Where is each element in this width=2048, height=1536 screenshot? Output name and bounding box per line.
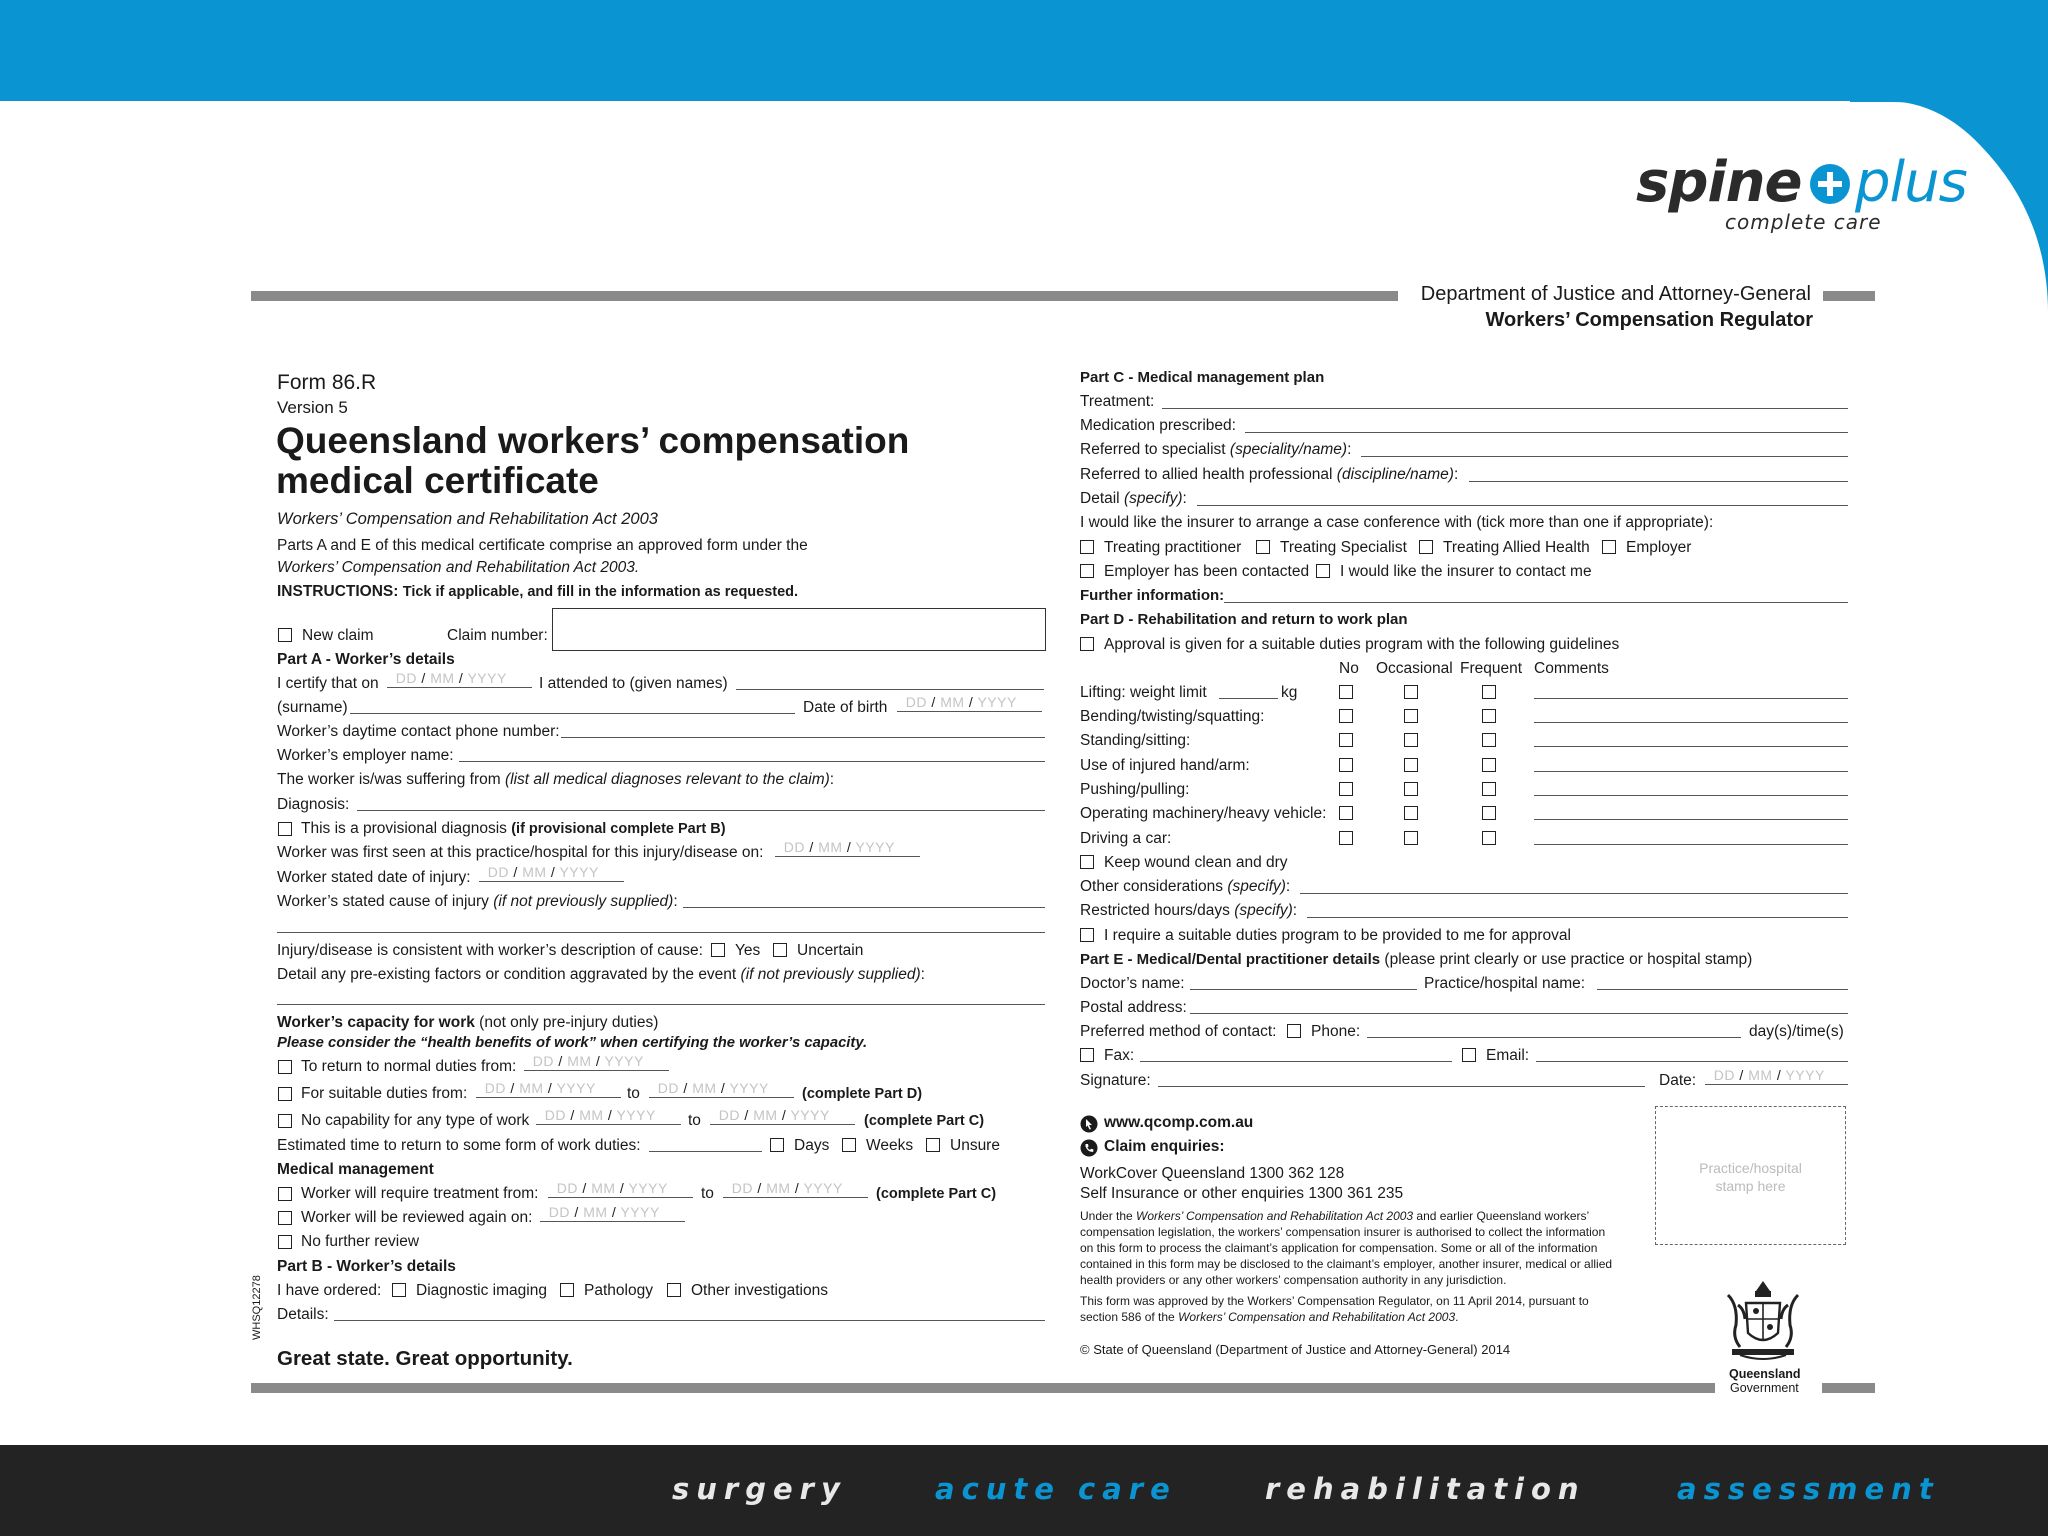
attended-label: I attended to (given names) bbox=[539, 675, 728, 692]
first-seen-date-field[interactable]: DD / MM / YYYY bbox=[775, 839, 920, 857]
header-rule-left bbox=[251, 291, 1398, 301]
allied-label: Referred to allied health professional (discipline/name): bbox=[1080, 466, 1459, 483]
suitable-duties-label: For suitable duties from: bbox=[301, 1085, 468, 1102]
part-d-occasional-checkbox[interactable] bbox=[1404, 709, 1418, 723]
no-capability-label: No capability for any type of work bbox=[301, 1112, 530, 1129]
reviewed-checkbox[interactable] bbox=[278, 1211, 292, 1225]
treatment-from-label: Worker will require treatment from: bbox=[301, 1185, 539, 1202]
part-d-occasional-checkbox[interactable] bbox=[1404, 806, 1418, 820]
employer-contacted-label: Employer has been contacted bbox=[1104, 563, 1310, 580]
consistent-label: Injury/disease is consistent with worker’s description of cause: bbox=[277, 942, 703, 959]
form-parts-line-1: Parts A and E of this medical certificate comprise an approved form under the bbox=[277, 537, 808, 554]
part-d-no-checkbox[interactable] bbox=[1339, 685, 1353, 699]
medication-label: Medication prescribed: bbox=[1080, 417, 1236, 434]
qld-government-text-1: Queensland bbox=[1729, 1367, 1801, 1381]
complete-part-c-note: (complete Part C) bbox=[864, 1113, 985, 1129]
detail-label: Detail (specify): bbox=[1080, 490, 1187, 507]
treatment-from-date-field[interactable]: DD / MM / YYYY bbox=[548, 1180, 693, 1198]
part-d-no-checkbox[interactable] bbox=[1339, 782, 1353, 796]
diagnosis-field[interactable] bbox=[357, 810, 1045, 811]
signature-label: Signature: bbox=[1080, 1072, 1151, 1089]
logo-tagline: complete care bbox=[1725, 210, 1882, 234]
suitable-to-date-field[interactable]: DD / MM / YYYY bbox=[649, 1080, 794, 1098]
restricted-label: Restricted hours/days (specify): bbox=[1080, 902, 1298, 919]
part-d-comments-field[interactable] bbox=[1534, 844, 1848, 845]
fax-label: Fax: bbox=[1104, 1047, 1135, 1064]
logo-brand-spine: spine bbox=[1636, 150, 1802, 215]
practice-name-label: Practice/hospital name: bbox=[1424, 975, 1586, 992]
weight-limit-field[interactable] bbox=[1219, 698, 1278, 699]
daytime-label: day(s)/time(s) bbox=[1749, 1023, 1844, 1040]
part-d-row-label: Bending/twisting/squatting: bbox=[1080, 708, 1265, 725]
logo-cross-icon bbox=[1810, 164, 1850, 204]
conference-employer-label: Employer bbox=[1626, 539, 1692, 556]
form-side-code: WHSQ12278 bbox=[251, 1275, 263, 1340]
part-d-occasional-checkbox[interactable] bbox=[1404, 782, 1418, 796]
provisional-label: This is a provisional diagnosis (if provisional complete Part B) bbox=[301, 820, 726, 837]
other-considerations-field[interactable] bbox=[1300, 893, 1848, 894]
col-occasional: Occasional bbox=[1376, 660, 1453, 677]
specialist-label: Referred to specialist (speciality/name): bbox=[1080, 441, 1352, 458]
copyright: © State of Queensland (Department of Justice and Attorney-General) 2014 bbox=[1080, 1342, 1511, 1357]
postal-address-label: Postal address: bbox=[1080, 999, 1187, 1016]
unsure-checkbox[interactable] bbox=[926, 1138, 940, 1152]
cause-field[interactable] bbox=[683, 907, 1045, 908]
diagnostic-imaging-checkbox[interactable] bbox=[392, 1283, 406, 1297]
diagnosis-label: Diagnosis: bbox=[277, 796, 350, 813]
no-further-review-checkbox[interactable] bbox=[278, 1235, 292, 1249]
approval-checkbox[interactable] bbox=[1080, 637, 1094, 651]
approval-label: Approval is given for a suitable duties program with the following guidelines bbox=[1104, 636, 1620, 653]
normal-duties-date-field[interactable]: DD / MM / YYYY bbox=[524, 1053, 669, 1071]
no-capability-from-date-field[interactable]: DD / MM / YYYY bbox=[536, 1107, 681, 1125]
department-name: Department of Justice and Attorney-General bbox=[1420, 283, 1811, 305]
restricted-field[interactable] bbox=[1307, 917, 1848, 918]
part-d-comments-field[interactable] bbox=[1534, 722, 1848, 723]
queensland-crest-icon bbox=[1718, 1275, 1808, 1365]
part-d-occasional-checkbox[interactable] bbox=[1404, 685, 1418, 699]
doctor-name-label: Doctor’s name: bbox=[1080, 975, 1185, 992]
medication-field[interactable] bbox=[1245, 432, 1848, 433]
pathology-checkbox[interactable] bbox=[560, 1283, 574, 1297]
footer-rule-right bbox=[1822, 1383, 1875, 1393]
given-names-field[interactable] bbox=[736, 689, 1044, 690]
part-d-row-label: Driving a car: bbox=[1080, 830, 1172, 847]
employer-field[interactable] bbox=[459, 761, 1045, 762]
new-claim-label: New claim bbox=[302, 627, 374, 644]
surname-label: (surname) bbox=[277, 699, 348, 716]
header-rule-right bbox=[1823, 291, 1875, 301]
normal-duties-checkbox[interactable] bbox=[278, 1060, 292, 1074]
days-label: Days bbox=[794, 1137, 830, 1154]
further-info-field[interactable] bbox=[1224, 602, 1848, 603]
capacity-instruction: Please consider the “health benefits of work” when certifying the worker’s capacity. bbox=[277, 1035, 868, 1051]
part-d-comments-field[interactable] bbox=[1534, 771, 1848, 772]
fax-checkbox[interactable] bbox=[1080, 1048, 1094, 1062]
certify-date-field[interactable]: DD / MM / YYYY bbox=[387, 670, 532, 688]
website-icon bbox=[1080, 1115, 1098, 1133]
part-d-no-checkbox[interactable] bbox=[1339, 733, 1353, 747]
part-d-frequent-checkbox[interactable] bbox=[1482, 758, 1496, 772]
treating-practitioner-label: Treating practitioner bbox=[1104, 539, 1242, 556]
form-title-line-1: Queensland workers’ compensation bbox=[276, 420, 910, 461]
estimated-label: Estimated time to return to some form of work duties: bbox=[277, 1137, 641, 1154]
part-d-comments-field[interactable] bbox=[1534, 795, 1848, 796]
part-d-comments-field[interactable] bbox=[1534, 819, 1848, 820]
form-parts-line-2: Workers’ Compensation and Rehabilitation Act 2003. bbox=[277, 559, 640, 576]
phone-field[interactable] bbox=[561, 737, 1045, 738]
contact-phone-label: Phone: bbox=[1311, 1023, 1361, 1040]
practice-name-field[interactable] bbox=[1597, 989, 1848, 990]
treatment-checkbox[interactable] bbox=[278, 1187, 292, 1201]
reviewed-date-field[interactable]: DD / MM / YYYY bbox=[540, 1204, 685, 1222]
phone-icon bbox=[1080, 1139, 1098, 1157]
logo-brand-plus: plus bbox=[1855, 150, 1967, 215]
complete-part-d-note: (complete Part D) bbox=[802, 1086, 923, 1102]
top-banner bbox=[0, 0, 2048, 101]
first-seen-label: Worker was first seen at this practice/hospital for this injury/disease on: bbox=[277, 844, 764, 861]
claim-enquiries-label: Claim enquiries: bbox=[1104, 1138, 1225, 1155]
footer-service-3: assessment bbox=[1677, 1472, 1940, 1506]
part-d-frequent-checkbox[interactable] bbox=[1482, 782, 1496, 796]
preferred-contact-label: Preferred method of contact: bbox=[1080, 1023, 1277, 1040]
reviewed-label: Worker will be reviewed again on: bbox=[301, 1209, 533, 1226]
col-frequent: Frequent bbox=[1460, 660, 1523, 677]
no-capability-checkbox[interactable] bbox=[278, 1114, 292, 1128]
postal-address-field[interactable] bbox=[1190, 1013, 1848, 1014]
days-checkbox[interactable] bbox=[770, 1138, 784, 1152]
fax-field[interactable] bbox=[1140, 1061, 1452, 1062]
part-b-heading: Part B - Worker’s details bbox=[277, 1258, 456, 1275]
part-d-no-checkbox[interactable] bbox=[1339, 806, 1353, 820]
suitable-from-date-field[interactable]: DD / MM / YYYY bbox=[476, 1080, 621, 1098]
ordered-label: I have ordered: bbox=[277, 1282, 382, 1299]
suitable-to-label: to bbox=[627, 1085, 640, 1102]
normal-duties-label: To return to normal duties from: bbox=[301, 1058, 517, 1075]
dob-field[interactable]: DD / MM / YYYY bbox=[897, 694, 1042, 712]
new-claim-checkbox[interactable] bbox=[278, 628, 292, 642]
require-program-label: I require a suitable duties program to be provided to me for approval bbox=[1104, 927, 1571, 944]
allied-field[interactable] bbox=[1469, 481, 1848, 482]
treatment-complete-part-c-note: (complete Part C) bbox=[876, 1186, 997, 1202]
part-d-comments-field[interactable] bbox=[1534, 746, 1848, 747]
consistent-uncertain-label: Uncertain bbox=[797, 942, 864, 959]
contact-phone-field[interactable] bbox=[1367, 1037, 1741, 1038]
estimated-field[interactable] bbox=[649, 1151, 762, 1152]
cause-label: Worker’s stated cause of injury (if not previously supplied): bbox=[277, 893, 678, 910]
consistent-yes-label: Yes bbox=[735, 942, 761, 959]
email-field[interactable] bbox=[1536, 1061, 1848, 1062]
part-d-row-label: Standing/sitting: bbox=[1080, 732, 1191, 749]
weeks-checkbox[interactable] bbox=[842, 1138, 856, 1152]
dob-label: Date of birth bbox=[803, 699, 888, 716]
claim-number-label: Claim number: bbox=[447, 627, 548, 644]
part-c-heading: Part C - Medical management plan bbox=[1080, 369, 1325, 386]
injury-date-field[interactable]: DD / MM / YYYY bbox=[479, 864, 624, 882]
part-d-comments-field[interactable] bbox=[1534, 698, 1848, 699]
phone-label: Worker’s daytime contact phone number: bbox=[277, 723, 560, 740]
signature-field[interactable] bbox=[1158, 1086, 1645, 1087]
lifting-label: Lifting: weight limit bbox=[1080, 684, 1207, 701]
suitable-duties-checkbox[interactable] bbox=[278, 1087, 292, 1101]
specialist-field[interactable] bbox=[1361, 456, 1848, 457]
regulator-name: Workers’ Compensation Regulator bbox=[1485, 309, 1813, 331]
self-insurance-phone: Self Insurance or other enquiries 1300 361 235 bbox=[1080, 1185, 1404, 1202]
diagnostic-imaging-label: Diagnostic imaging bbox=[416, 1282, 547, 1299]
col-comments: Comments bbox=[1534, 660, 1609, 677]
medical-management-heading: Medical management bbox=[277, 1161, 434, 1178]
preexisting-label: Detail any pre-existing factors or condition aggravated by the event (if not previously supplied): bbox=[277, 966, 925, 983]
signature-date-field[interactable]: DD / MM / YYYY bbox=[1705, 1067, 1848, 1085]
part-d-occasional-checkbox[interactable] bbox=[1404, 758, 1418, 772]
part-d-row-label: Operating machinery/heavy vehicle: bbox=[1080, 805, 1327, 822]
treating-allied-label: Treating Allied Health bbox=[1443, 539, 1590, 556]
form-version: Version 5 bbox=[277, 398, 348, 417]
part-d-no-checkbox[interactable] bbox=[1339, 709, 1353, 723]
wound-label: Keep wound clean and dry bbox=[1104, 854, 1288, 871]
employer-contacted-checkbox[interactable] bbox=[1080, 564, 1094, 578]
footer-service-2: rehabilitation bbox=[1265, 1472, 1586, 1506]
col-no: No bbox=[1339, 660, 1359, 677]
other-investigations-label: Other investigations bbox=[691, 1282, 828, 1299]
footer-rule-left bbox=[251, 1383, 1715, 1393]
part-d-row-label: Pushing/pulling: bbox=[1080, 781, 1190, 798]
stamp-area[interactable]: Practice/hospital stamp here bbox=[1655, 1106, 1846, 1245]
wound-checkbox[interactable] bbox=[1080, 855, 1094, 869]
part-d-frequent-checkbox[interactable] bbox=[1482, 831, 1496, 845]
require-program-checkbox[interactable] bbox=[1080, 928, 1094, 942]
website-link[interactable]: www.qcomp.com.au bbox=[1104, 1114, 1254, 1131]
email-label: Email: bbox=[1486, 1047, 1530, 1064]
treating-specialist-checkbox[interactable] bbox=[1256, 540, 1270, 554]
part-a-heading: Part A - Worker’s details bbox=[277, 651, 455, 668]
part-d-no-checkbox[interactable] bbox=[1339, 831, 1353, 845]
provisional-checkbox[interactable] bbox=[278, 822, 292, 836]
conference-employer-checkbox[interactable] bbox=[1602, 540, 1616, 554]
capacity-heading: Worker’s capacity for work (not only pre-injury duties) bbox=[277, 1014, 659, 1031]
claim-number-field[interactable] bbox=[552, 608, 1046, 651]
no-further-review-label: No further review bbox=[301, 1233, 420, 1250]
no-capability-to-label: to bbox=[688, 1112, 701, 1129]
form-instructions: INSTRUCTIONS: Tick if applicable, and fill in the information as requested. bbox=[277, 583, 799, 600]
treatment-to-label: to bbox=[701, 1185, 714, 1202]
detail-field[interactable] bbox=[1197, 505, 1848, 506]
treatment-to-date-field[interactable]: DD / MM / YYYY bbox=[723, 1180, 868, 1198]
surname-field[interactable] bbox=[350, 713, 795, 714]
form-act: Workers’ Compensation and Rehabilitation Act 2003 bbox=[277, 510, 658, 528]
other-investigations-checkbox[interactable] bbox=[667, 1283, 681, 1297]
part-d-no-checkbox[interactable] bbox=[1339, 758, 1353, 772]
consistent-yes-checkbox[interactable] bbox=[711, 943, 725, 957]
treatment-field[interactable] bbox=[1162, 408, 1848, 409]
footer-service-1: acute care bbox=[935, 1472, 1177, 1506]
part-d-frequent-checkbox[interactable] bbox=[1482, 806, 1496, 820]
phone-checkbox[interactable] bbox=[1287, 1024, 1301, 1038]
doctor-name-field[interactable] bbox=[1190, 989, 1417, 990]
treating-allied-checkbox[interactable] bbox=[1419, 540, 1433, 554]
qld-government-text-2: Government bbox=[1730, 1381, 1799, 1395]
employer-label: Worker’s employer name: bbox=[277, 747, 454, 764]
treating-practitioner-checkbox[interactable] bbox=[1080, 540, 1094, 554]
part-d-occasional-checkbox[interactable] bbox=[1404, 733, 1418, 747]
part-d-heading: Part D - Rehabilitation and return to work plan bbox=[1080, 611, 1408, 628]
form-title-line-2: medical certificate bbox=[276, 460, 599, 501]
cause-field-line-2[interactable] bbox=[277, 932, 1045, 933]
no-capability-to-date-field[interactable]: DD / MM / YYYY bbox=[710, 1107, 855, 1125]
weeks-label: Weeks bbox=[866, 1137, 914, 1154]
details-field[interactable] bbox=[334, 1320, 1045, 1321]
other-considerations-label: Other considerations (specify): bbox=[1080, 878, 1291, 895]
form-number: Form 86.R bbox=[277, 371, 377, 394]
contact-me-label: I would like the insurer to contact me bbox=[1340, 563, 1592, 580]
signature-date-label: Date: bbox=[1659, 1072, 1697, 1089]
details-label: Details: bbox=[277, 1306, 329, 1323]
consistent-uncertain-checkbox[interactable] bbox=[773, 943, 787, 957]
part-d-row-label: Use of injured hand/arm: bbox=[1080, 757, 1250, 774]
unsure-label: Unsure bbox=[950, 1137, 1000, 1154]
contact-me-checkbox[interactable] bbox=[1316, 564, 1330, 578]
treating-specialist-label: Treating Specialist bbox=[1280, 539, 1407, 556]
part-d-occasional-checkbox[interactable] bbox=[1404, 831, 1418, 845]
part-d-frequent-checkbox[interactable] bbox=[1482, 733, 1496, 747]
slogan: Great state. Great opportunity. bbox=[277, 1347, 573, 1370]
footer-service-0: surgery bbox=[672, 1472, 847, 1506]
part-d-frequent-checkbox[interactable] bbox=[1482, 709, 1496, 723]
conference-label: I would like the insurer to arrange a case conference with (tick more than one if appropriate): bbox=[1080, 514, 1714, 531]
kg-label: kg bbox=[1281, 684, 1298, 701]
workcover-phone: WorkCover Queensland 1300 362 128 bbox=[1080, 1165, 1345, 1182]
part-d-frequent-checkbox[interactable] bbox=[1482, 685, 1496, 699]
pathology-label: Pathology bbox=[584, 1282, 653, 1299]
injury-date-label: Worker stated date of injury: bbox=[277, 869, 471, 886]
treatment-label: Treatment: bbox=[1080, 393, 1155, 410]
further-info-label: Further information: bbox=[1080, 587, 1225, 604]
certify-label: I certify that on bbox=[277, 675, 379, 692]
part-e-heading: Part E - Medical/Dental practitioner details (please print clearly or use practice or hospital stamp) bbox=[1080, 951, 1753, 968]
preexisting-field[interactable] bbox=[277, 1004, 1045, 1005]
email-checkbox[interactable] bbox=[1462, 1048, 1476, 1062]
suffering-label: The worker is/was suffering from (list all medical diagnoses relevant to the claim): bbox=[277, 771, 835, 788]
